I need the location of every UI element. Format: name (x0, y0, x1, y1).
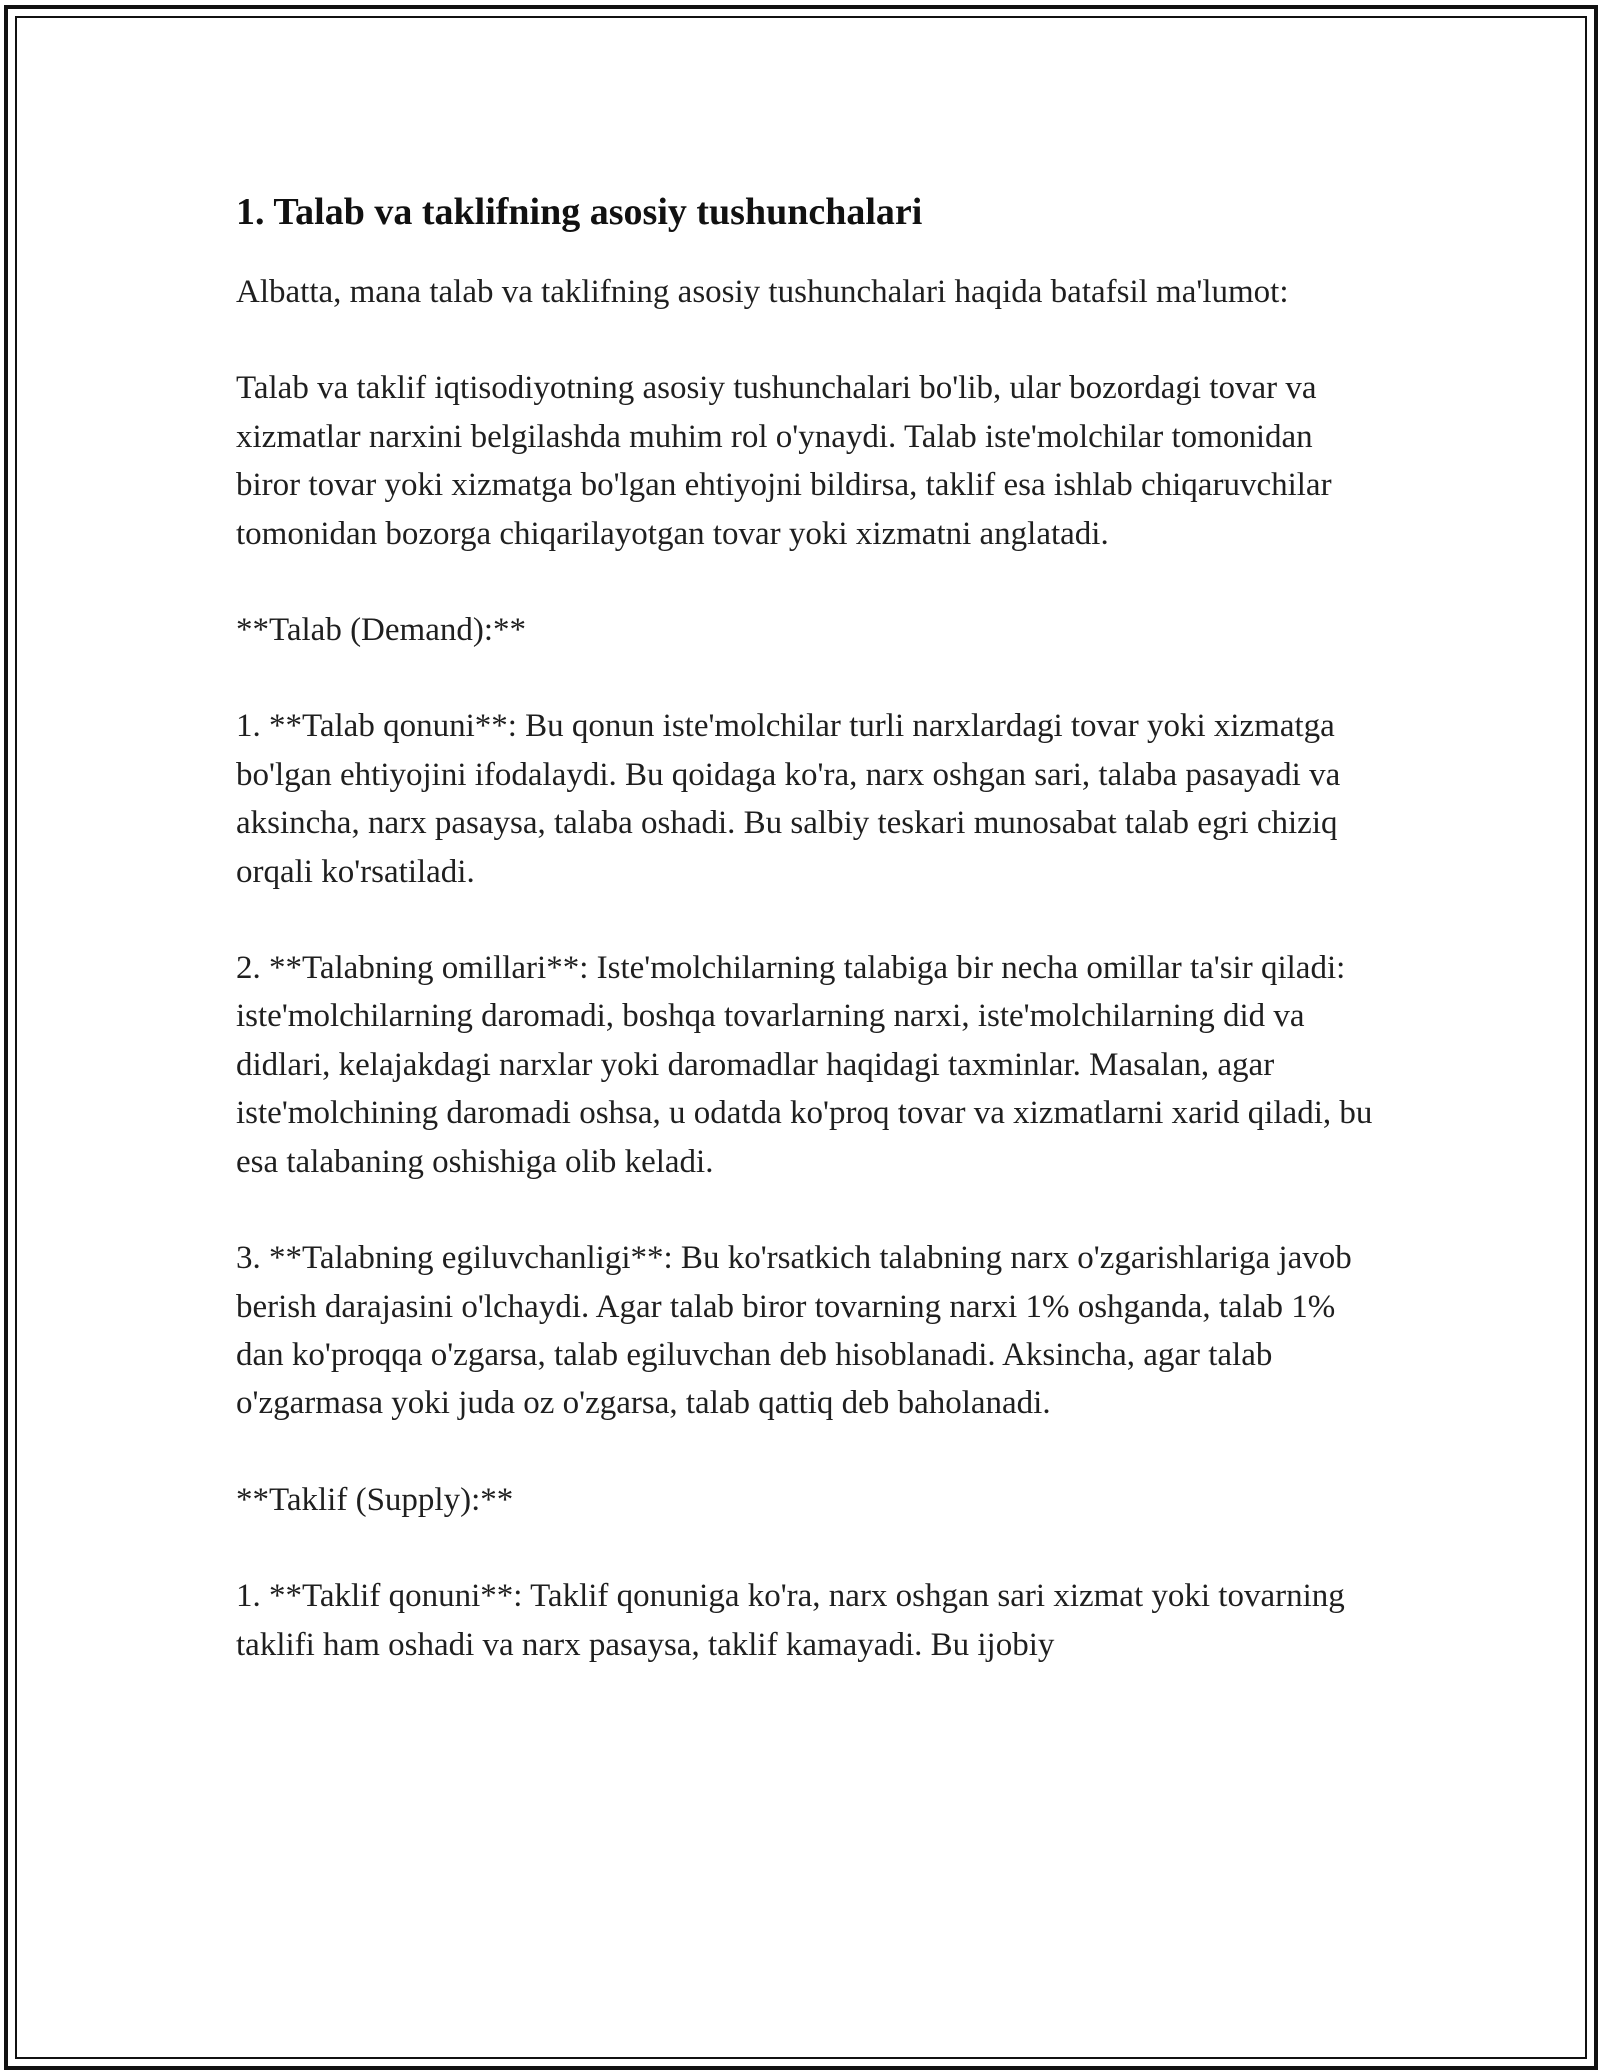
demand-elasticity-paragraph: 3. **Talabning egiluvchanligi**: Bu ko'rsatkich talabning narx o'zgarishlariga javob berish darajasini o'lchaydi. Agar talab biror tovarning narxi 1% oshganda, talab 1% dan ko'proqqa o'zgarsa, talab egiluvchan deb hisoblanadi. Aksincha, agar talab o'zgarmasa yoki juda oz o'zgarsa, talab qattiq deb baholanadi. (236, 1240, 1352, 1422)
supply-subheading: **Taklif (Supply):** (236, 1481, 514, 1518)
section-heading: 1. Talab va taklifning asosiy tushunchalari (236, 191, 923, 233)
demand-law-paragraph: 1. **Talab qonuni**: Bu qonun iste'molchilar turli narxlardagi tovar yoki xizmatga bo'lgan ehtiyojini ifodalaydi. Bu qoidaga ko'ra, narx oshgan sari, talaba pasayadi va aksincha, narx pasaysa, talaba oshadi. Bu salbiy teskari munosabat talab egri chiziq orqali ko'rsatiladi. (236, 708, 1341, 890)
supply-law-paragraph: 1. **Taklif qonuni**: Taklif qonuniga ko'ra, narx oshgan sari xizmat yoki tovarning taklifi ham oshadi va narx pasaysa, taklif kamayadi. Bu ijobiy (236, 1578, 1345, 1663)
intro-paragraph: Albatta, mana talab va taklifning asosiy tushunchalari haqida batafsil ma'lumot: (236, 274, 1289, 310)
demand-subheading: **Talab (Demand):** (236, 612, 527, 649)
demand-factors-paragraph: 2. **Talabning omillari**: Iste'molchilarning talabiga bir necha omillar ta'sir qiladi: iste'molchilarning daromadi, boshqa tovarlarning narxi, iste'molchilarning did va didlari, kelajakdagi narxlar yoki daromadlar haqidagi taxminlar. Masalan, agar iste'molchining daromadi oshsa, u odatda ko'proq tovar va xizmatlarni xarid qiladi, bu esa talabaning oshishiga olib keladi. (236, 950, 1373, 1180)
overview-paragraph: Talab va taklif iqtisodiyotning asosiy tushunchalari bo'lib, ular bozordagi tovar va xizmatlar narxini belgilashda muhim rol o'ynaydi. Talab iste'molchilar tomonidan biror tovar yoki xizmatga bo'lgan ehtiyojni bildirsa, taklif esa ishlab chiqaruvchilar tomonidan bozorga chiqarilayotgan tovar yoki xizmatni anglatadi. (236, 370, 1332, 552)
document-page (236, 186, 1376, 1669)
